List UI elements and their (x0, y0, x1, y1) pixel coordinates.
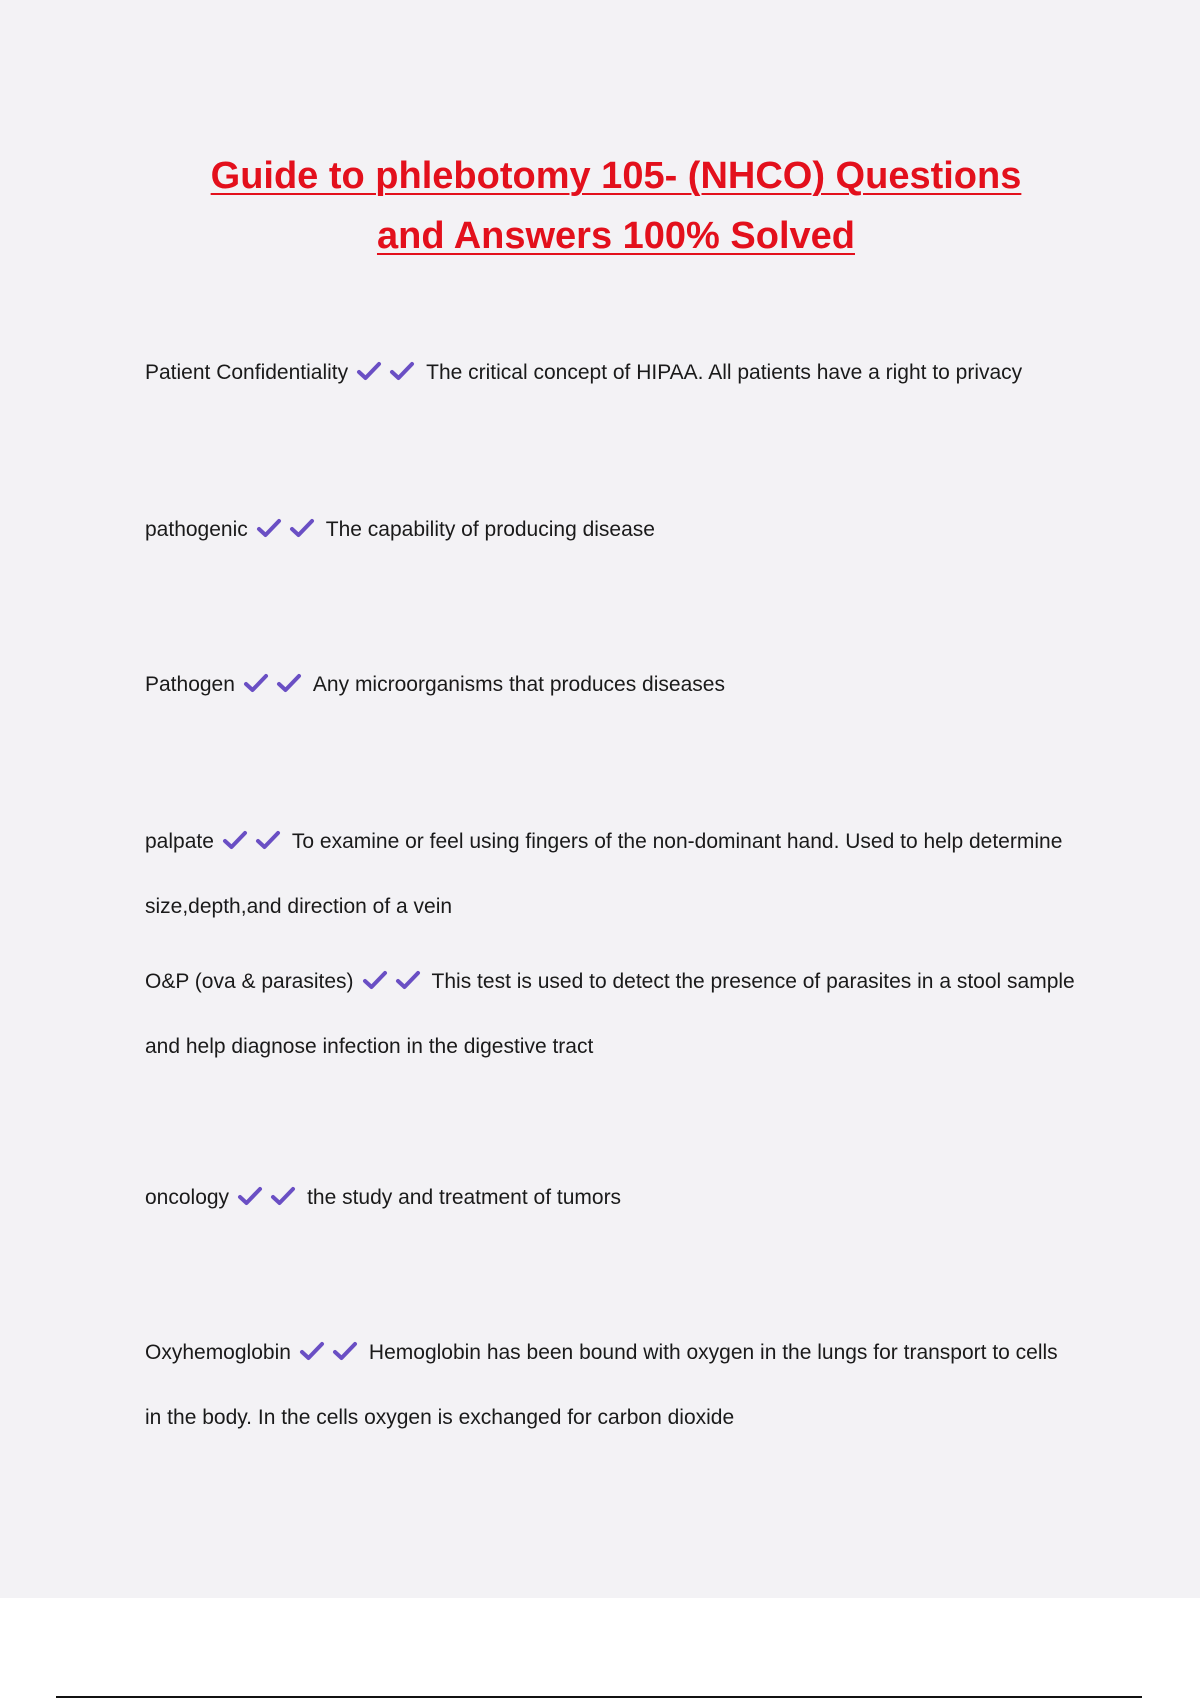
entry-term: oncology (145, 1186, 230, 1209)
entry-term: Patient Confidentiality (145, 361, 349, 384)
qa-entry (145, 1167, 1075, 1232)
document-title (0, 146, 1200, 266)
entry-definition: Any microorganisms that produces diseases (312, 673, 725, 696)
entry-definition: This test is used to detect the presence of parasites in a stool sample and help diagnose infection in the digestive tract (145, 970, 1075, 1058)
qa-entry (145, 951, 1075, 1078)
checkmark-icon (362, 969, 388, 991)
title-line-2: and Answers 100% Solved (376, 215, 855, 257)
checkmark-icon (356, 360, 382, 382)
title-line-1: Guide to phlebotomy 105- (NHCO) Questions (210, 155, 1022, 197)
qa-entry (145, 811, 1075, 938)
entry-term: O&P (ova & parasites) (145, 970, 354, 993)
double-check (356, 345, 422, 407)
entry-term: palpate (145, 830, 214, 853)
entry-term: Oxyhemoglobin (145, 1341, 291, 1364)
double-check (237, 1170, 303, 1232)
double-check (299, 1325, 365, 1387)
checkmark-icon (256, 517, 282, 539)
checkmark-icon (332, 1340, 358, 1362)
double-check (222, 814, 288, 876)
qa-entry (145, 342, 1075, 407)
checkmark-icon (222, 829, 248, 851)
checkmark-icon (289, 517, 315, 539)
checkmark-icon (255, 829, 281, 851)
double-check (256, 502, 322, 564)
checkmark-icon (237, 1185, 263, 1207)
qa-entry (145, 1322, 1075, 1449)
checkmark-icon (276, 672, 302, 694)
qa-entry (145, 499, 1075, 564)
checkmark-icon (270, 1185, 296, 1207)
qa-entry (145, 654, 1075, 719)
entry-definition: The capability of producing disease (325, 518, 655, 541)
checkmark-icon (395, 969, 421, 991)
entry-definition: To examine or feel using fingers of the non-dominant hand. Used to help determine size,depth,and direction of a vein (145, 830, 1063, 918)
entry-definition: the study and treatment of tumors (307, 1186, 622, 1209)
checkmark-icon (243, 672, 269, 694)
checkmark-icon (299, 1340, 325, 1362)
entry-definition: Hemoglobin has been bound with oxygen in the lungs for transport to cells in the body. In the cells oxygen is exchanged for carbon dioxide (145, 1341, 1058, 1429)
entry-term: Pathogen (145, 673, 235, 696)
entry-term: pathogenic (145, 518, 248, 541)
double-check (243, 657, 309, 719)
footer-rule (56, 1696, 1142, 1698)
entry-definition: The critical concept of HIPAA. All patients have a right to privacy (426, 361, 1023, 384)
double-check (362, 954, 428, 1016)
checkmark-icon (389, 360, 415, 382)
